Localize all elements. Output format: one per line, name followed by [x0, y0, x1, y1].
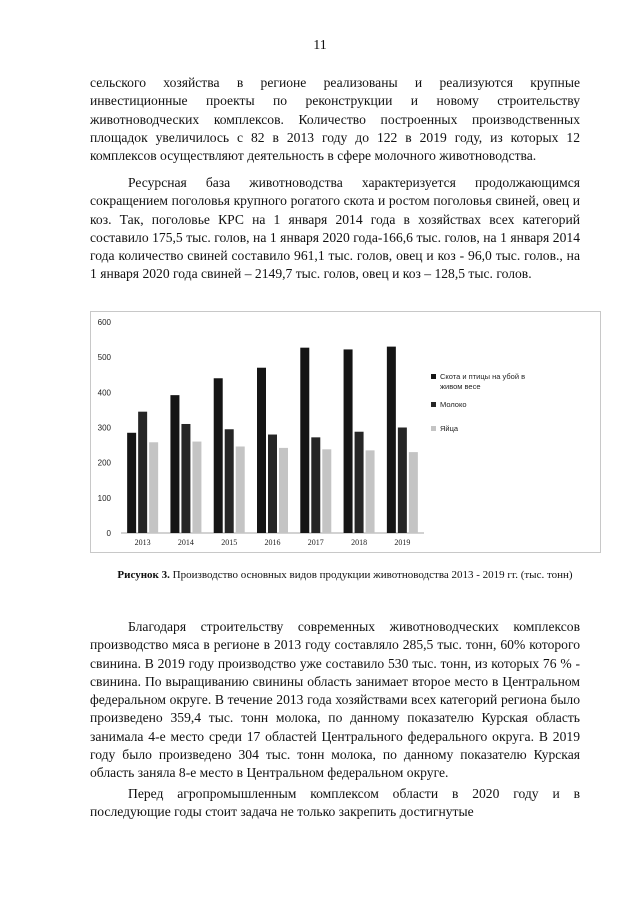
legend-label: Молоко — [440, 400, 467, 409]
bar-1-2013 — [127, 433, 136, 533]
y-tick-label: 500 — [97, 353, 111, 363]
legend-swatch — [431, 402, 436, 407]
bar-1-2018 — [344, 349, 353, 533]
bar-2-2015 — [225, 429, 234, 533]
x-tick-label: 2019 — [394, 538, 411, 547]
x-tick-label: 2014 — [177, 538, 194, 547]
bar-3-2013 — [149, 442, 158, 533]
y-tick-label: 300 — [97, 423, 111, 433]
chart-svg — [91, 312, 600, 552]
bar-3-2014 — [192, 442, 201, 533]
bar-2-2019 — [398, 428, 407, 534]
x-tick-label: 2017 — [307, 538, 324, 547]
legend-swatch — [431, 374, 436, 379]
y-tick-label: 400 — [97, 388, 111, 398]
bar-3-2019 — [409, 452, 418, 533]
bar-2-2014 — [181, 424, 190, 533]
legend-swatch — [431, 426, 436, 431]
bar-1-2017 — [300, 348, 309, 533]
bar-1-2019 — [387, 347, 396, 533]
y-tick-label: 0 — [106, 529, 111, 538]
y-tick-label: 600 — [97, 318, 111, 327]
bar-3-2017 — [322, 449, 331, 533]
page-number: 11 — [313, 38, 327, 53]
paragraph-1: сельского хозяйства в регионе реализованы и реализуются крупные инвестиционные проекты по реконструкции и новому строительству животноводческих комплексов. Количество построенных производственных площадок увеличилось с 82 в 2013 году до 122 в 2019 году, из которых 12 комплексов осуществляют деятельность в сфере молочного животноводства. — [90, 75, 580, 164]
bar-2-2013 — [138, 412, 147, 533]
production-chart — [90, 311, 601, 553]
bar-1-2016 — [257, 368, 266, 533]
paragraph-2: Ресурсная база животноводства характеризуется продолжающимся сокращением поголовья крупного рогатого скота и ростом поголовья свиней, овец и коз. Так, поголовье КРС на 1 января 2014 года в хозяйствах всех категорий составило 175,5 тыс. голов, на 1 января 2020 года-166,6 тыс. голов, на 1 января 2014 года количество свиней составило 961,1 тыс. голов, овец и коз - 96,0 тыс. голов., на 1 января 2020 года свиней – 2149,7 тыс. голов, овец и коз – 128,5 тыс. голов. — [90, 175, 580, 282]
figure-caption — [100, 568, 590, 582]
y-tick-label: 100 — [97, 493, 111, 503]
y-tick-label: 200 — [97, 458, 111, 468]
bar-2-2016 — [268, 435, 277, 533]
caption-label: Рисунок 3. — [117, 569, 170, 581]
legend-label: Скота и птицы на убой в живом весе — [440, 372, 526, 391]
x-tick-label: 2015 — [221, 538, 238, 547]
bar-3-2018 — [366, 450, 375, 533]
paragraph-3: Благодаря строительству современных животноводческих комплексов производство мяса в регионе в 2013 году составляло 285,5 тыс. тонн, 60% которого свинина. В 2019 году производство уже составило 530 тыс. тонн, из которых 76 % - свинина. По выращиванию свинины область занимает второе место в Центральном федеральном округе. В течение 2013 года хозяйствами всех категорий региона было произведено 359,4 тыс. тонн молока, по данному показателю Курская область занимала 4-е место среди 17 областей Центрального федерального округа. В 2019 году было произведено 304 тыс. тонн молока, по данному показателю Курская область заняла 8-е место в Центральном федеральном округе. — [90, 619, 580, 781]
bar-3-2015 — [236, 446, 245, 533]
x-tick-label: 2018 — [351, 538, 368, 547]
x-tick-label: 2016 — [264, 538, 281, 547]
bar-1-2015 — [214, 378, 223, 533]
bar-2-2017 — [311, 437, 320, 533]
x-tick-label: 2013 — [134, 538, 151, 547]
bar-3-2016 — [279, 448, 288, 533]
legend-label: Яйца — [440, 424, 459, 433]
bar-1-2014 — [170, 395, 179, 533]
caption-text: Производство основных видов продукции животноводства 2013 - 2019 гг. (тыс. тонн) — [169, 569, 573, 581]
bar-2-2018 — [355, 432, 364, 533]
paragraph-4: Перед агропромышленным комплексом области в 2020 году и в последующие годы стоит задача не только закрепить достигнутые — [90, 786, 580, 820]
